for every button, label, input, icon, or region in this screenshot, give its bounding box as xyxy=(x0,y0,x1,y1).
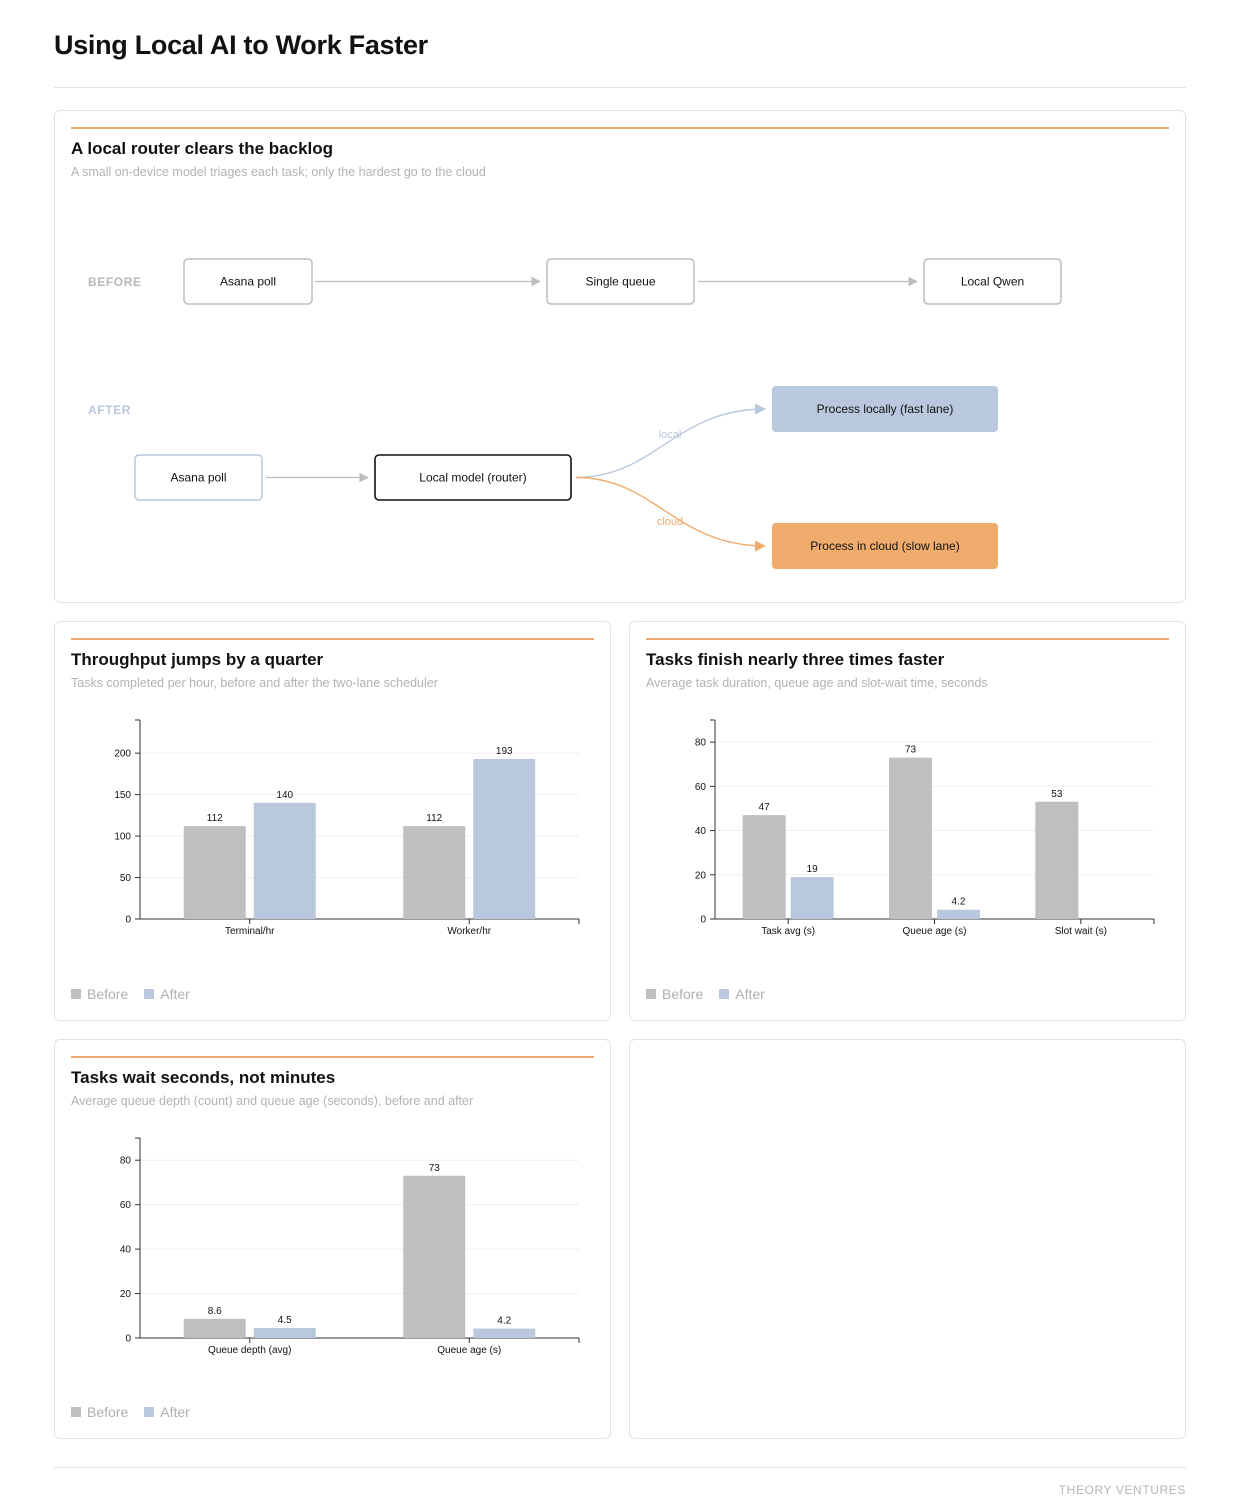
after-node-asana-poll xyxy=(135,455,262,500)
after-node-router-label: Local model (router) xyxy=(419,470,527,485)
y-tick-label: 50 xyxy=(119,873,131,885)
legend-before xyxy=(71,986,128,1002)
header-divider xyxy=(54,87,1186,88)
duration-chart xyxy=(630,622,1187,1022)
y-tick-label: 60 xyxy=(694,781,706,793)
queue-legend xyxy=(71,1404,190,1420)
empty-card xyxy=(629,1039,1186,1439)
bar-after xyxy=(473,1329,535,1338)
y-tick-label: 40 xyxy=(119,1244,131,1256)
legend-after xyxy=(144,1404,190,1420)
y-tick-label: 150 xyxy=(114,790,131,802)
queue-chart xyxy=(55,1040,612,1440)
bar-after xyxy=(937,910,980,919)
throughput-subtitle: Tasks completed per hour, before and after the two-lane scheduler xyxy=(71,676,438,690)
legend-before xyxy=(646,986,703,1002)
flow-diagram xyxy=(55,111,1187,604)
y-tick-label: 20 xyxy=(119,1289,131,1301)
queue-subtitle: Average queue depth (count) and queue age (seconds), before and after xyxy=(71,1094,474,1108)
data-label: 112 xyxy=(206,813,223,825)
legend-before-label: Before xyxy=(87,986,129,1002)
legend-before-label: Before xyxy=(662,986,704,1002)
bar-before xyxy=(184,826,246,919)
queue-card xyxy=(54,1039,611,1439)
data-label: 73 xyxy=(428,1162,440,1174)
legend-before-swatch xyxy=(71,1407,81,1417)
data-label: 4.2 xyxy=(951,896,966,908)
y-tick-label: 0 xyxy=(125,1333,131,1345)
y-tick-label: 40 xyxy=(694,826,706,838)
after-row-label: AFTER xyxy=(88,403,131,417)
legend-after-swatch xyxy=(144,989,154,999)
legend-before xyxy=(71,1404,128,1420)
page-title: Using Local AI to Work Faster xyxy=(54,30,428,60)
before-node-asana-poll-label: Asana poll xyxy=(219,274,277,289)
bar-before xyxy=(403,826,465,919)
duration-card xyxy=(629,621,1186,1021)
bar-before xyxy=(184,1319,246,1338)
x-tick-label: Queue age (s) xyxy=(902,926,967,937)
data-label: 73 xyxy=(904,744,917,756)
bar-after xyxy=(473,759,535,919)
x-tick-label: Worker/hr xyxy=(447,926,492,937)
data-label: 53 xyxy=(1051,788,1063,800)
before-node-local-qwen-label: Local Qwen xyxy=(960,274,1025,289)
legend-after-swatch xyxy=(144,1407,154,1417)
legend-after-swatch xyxy=(719,989,729,999)
throughput-title: Throughput jumps by a quarter xyxy=(71,650,324,669)
queue-title: Tasks wait seconds, not minutes xyxy=(71,1068,336,1087)
y-tick-label: 0 xyxy=(700,914,706,926)
before-node-single-queue-label: Single queue xyxy=(585,274,656,289)
edge-router-to-cloud xyxy=(576,478,765,547)
x-tick-label: Queue depth (avg) xyxy=(208,1345,292,1356)
y-tick-label: 20 xyxy=(694,870,706,882)
data-label: 47 xyxy=(758,802,770,814)
legend-after xyxy=(719,986,765,1002)
after-node-local-lane xyxy=(772,386,998,432)
after-node-local-lane-label: Process locally (fast lane) xyxy=(816,402,954,416)
throughput-chart xyxy=(55,622,612,1022)
bar-before xyxy=(403,1176,465,1338)
y-tick-label: 100 xyxy=(114,831,131,843)
bar-before xyxy=(889,758,932,919)
flow-card xyxy=(54,110,1186,603)
x-tick-label: Queue age (s) xyxy=(437,1345,502,1356)
y-tick-label: 0 xyxy=(125,914,131,926)
throughput-card xyxy=(54,621,611,1021)
before-row-label: BEFORE xyxy=(88,275,142,289)
x-tick-label: Terminal/hr xyxy=(225,926,275,937)
data-label: 193 xyxy=(495,745,513,757)
y-tick-label: 60 xyxy=(119,1200,131,1212)
before-node-single-queue xyxy=(547,259,694,304)
bar-after xyxy=(791,877,834,919)
data-label: 140 xyxy=(276,789,294,801)
duration-title: Tasks finish nearly three times faster xyxy=(646,650,945,669)
edge-local-label: local xyxy=(658,429,682,441)
data-label: 4.2 xyxy=(497,1315,512,1327)
after-node-asana-poll-label: Asana poll xyxy=(170,470,227,485)
y-tick-label: 80 xyxy=(119,1155,131,1167)
data-label: 8.6 xyxy=(207,1305,222,1317)
before-node-local-qwen xyxy=(924,259,1061,304)
footer-brand: THEORY VENTURES xyxy=(1058,1483,1186,1497)
legend-after-label: After xyxy=(160,1404,190,1420)
duration-legend xyxy=(646,986,765,1002)
bar-after xyxy=(254,1328,316,1338)
data-label: 112 xyxy=(426,813,443,825)
bar-after xyxy=(254,803,316,919)
flow-subtitle: A small on-device model triages each task; only the hardest go to the cloud xyxy=(71,165,486,179)
duration-subtitle: Average task duration, queue age and slot-wait time, seconds xyxy=(646,676,988,690)
throughput-legend xyxy=(71,986,190,1002)
before-node-asana-poll xyxy=(184,259,312,304)
legend-before-label: Before xyxy=(87,1404,129,1420)
after-node-router xyxy=(375,455,571,500)
flow-title: A local router clears the backlog xyxy=(71,139,334,158)
data-label: 4.5 xyxy=(277,1315,292,1326)
bar-before xyxy=(743,815,786,919)
after-node-cloud-lane xyxy=(772,523,998,569)
legend-after-label: After xyxy=(735,986,765,1002)
edge-cloud-label: cloud xyxy=(656,516,684,528)
legend-before-swatch xyxy=(71,989,81,999)
legend-after xyxy=(144,986,190,1002)
x-tick-label: Slot wait (s) xyxy=(1054,926,1107,937)
bar-before xyxy=(1035,802,1078,919)
y-tick-label: 200 xyxy=(114,748,131,760)
after-node-cloud-lane-label: Process in cloud (slow lane) xyxy=(810,539,960,553)
legend-after-label: After xyxy=(160,986,190,1002)
footer-divider xyxy=(54,1467,1186,1468)
y-tick-label: 80 xyxy=(694,737,706,749)
edge-router-to-local xyxy=(576,409,765,478)
data-label: 19 xyxy=(806,863,818,875)
legend-before-swatch xyxy=(646,989,656,999)
x-tick-label: Task avg (s) xyxy=(761,926,816,937)
